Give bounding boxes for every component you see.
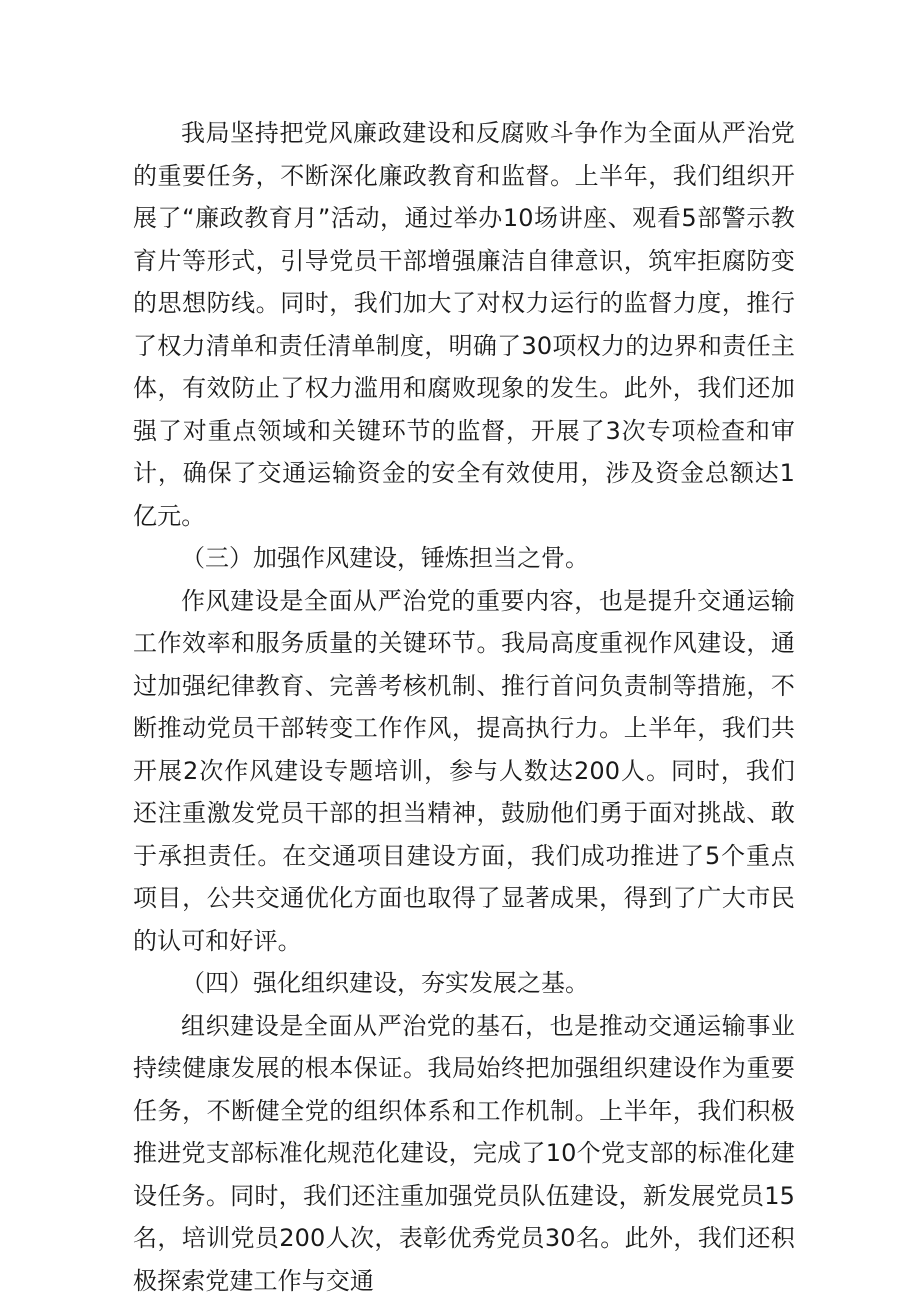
paragraph-integrity-work: 我局坚持把党风廉政建设和反腐败斗争作为全面从严治党的重要任务，不断深化廉政教育和监督。上半年，我们组织开展了“廉政教育月”活动，通过举办10场讲座、观看5部警示教育片等形式，引导党员干部增强廉洁自律意识，筑牢拒腐防变的思想防线。同时，我们加大了对权力运行的监督力度，推行了权力清单和责任清单制度，明确了30项权力的边界和责任主体，有效防止了权力滥用和腐败现象的发生。此外，我们还加强了对重点领域和关键环节的监督，开展了3次专项检查和审计，确保了交通运输资金的安全有效使用，涉及资金总额达1亿元。 xyxy=(133,112,795,537)
document-page xyxy=(133,112,795,1302)
paragraph-work-style: 作风建设是全面从严治党的重要内容，也是提升交通运输工作效率和服务质量的关键环节。我局高度重视作风建设，通过加强纪律教育、完善考核机制、推行首问负责制等措施，不断推动党员干部转变工作作风，提高执行力。上半年，我们共开展2次作风建设专题培训，参与人数达200人。同时，我们还注重激发党员干部的担当精神，鼓励他们勇于面对挑战、敢于承担责任。在交通项目建设方面，我们成功推进了5个重点项目，公共交通优化方面也取得了显著成果，得到了广大市民的认可和好评。 xyxy=(133,580,795,963)
section-heading-four: （四）强化组织建设，夯实发展之基。 xyxy=(133,962,795,1005)
section-heading-three: （三）加强作风建设，锤炼担当之骨。 xyxy=(133,537,795,580)
paragraph-organization: 组织建设是全面从严治党的基石，也是推动交通运输事业持续健康发展的根本保证。我局始终把加强组织建设作为重要任务，不断健全党的组织体系和工作机制。上半年，我们积极推进党支部标准化规范化建设，完成了10个党支部的标准化建设任务。同时，我们还注重加强党员队伍建设，新发展党员15名，培训党员200人次，表彰优秀党员30名。此外，我们还积极探索党建工作与交通 xyxy=(133,1005,795,1302)
